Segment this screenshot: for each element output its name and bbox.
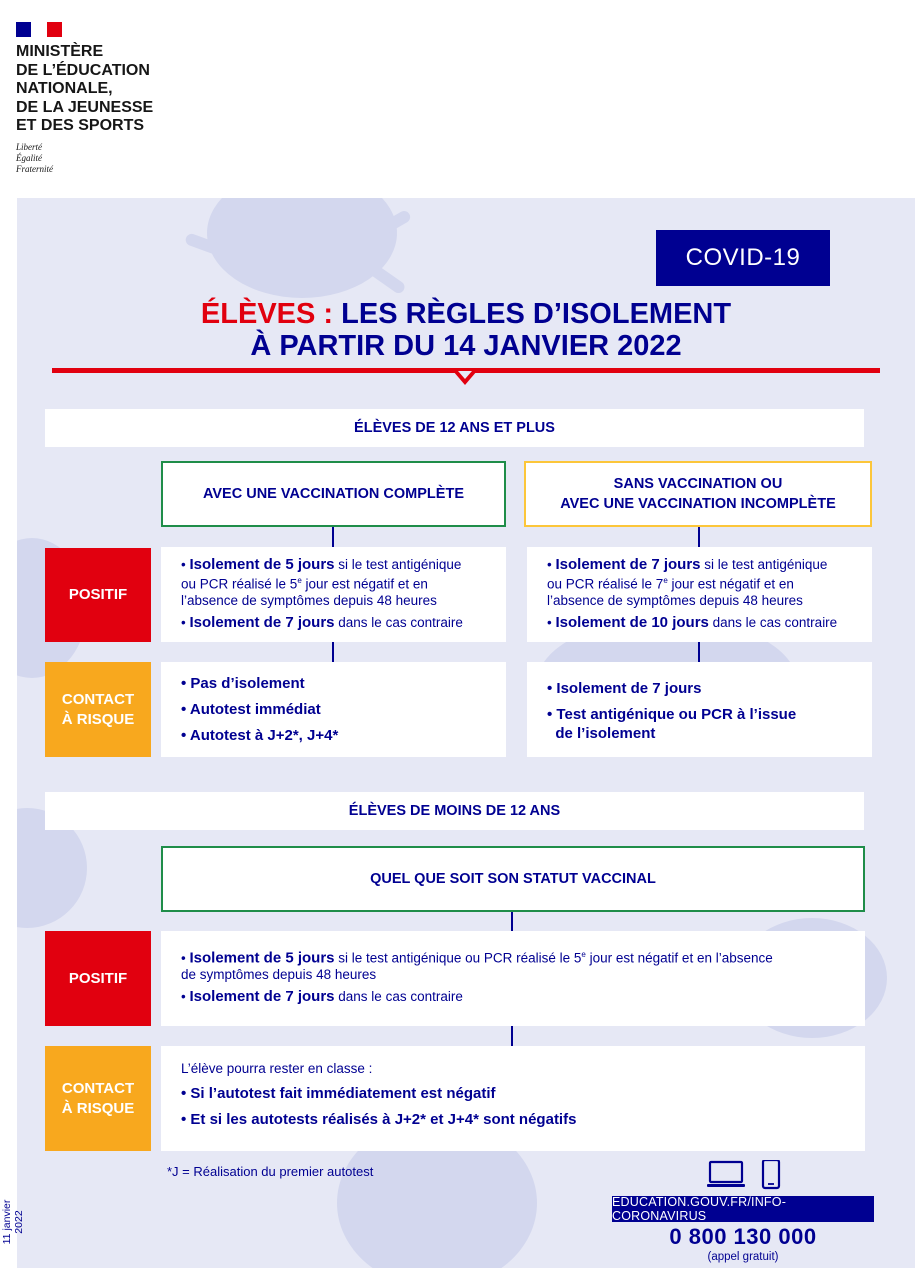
virus-spike-icon — [367, 263, 407, 296]
list-item: • Isolement de 5 jours si le test antigénique ou PCR réalisé le 5e jour est négatif et en l’absence de symptômes depuis 48 heures — [181, 949, 773, 982]
list-item: • Isolement de 7 jours — [547, 680, 702, 697]
devices-icon — [707, 1160, 787, 1190]
cell-contact-under-12 — [161, 1046, 865, 1151]
title-highlight: ÉLÈVES : — [200, 298, 334, 330]
info-url-link[interactable]: EDUCATION.GOUV.FR/INFO-CORONAVIRUS — [612, 1196, 874, 1222]
smartphone-icon — [763, 1160, 779, 1188]
status-any: QUEL QUE SOIT SON STATUT VACCINAL — [161, 846, 865, 912]
list-item: • Isolement de 10 jours dans le cas contraire — [547, 613, 838, 631]
marianne-flag-icon — [16, 22, 62, 37]
title-line1: LES RÈGLES D’ISOLEMENT — [333, 298, 732, 330]
list-item: • Isolement de 5 jours si le test antigénique ou PCR réalisé le 5e jour est négatif et en l’absence de symptômes depuis 48 heures — [181, 556, 462, 608]
list-item: • Test antigénique ou PCR à l’issue de l’isolement — [547, 706, 797, 742]
title-line2: À PARTIR DU 14 JANVIER 2022 — [250, 330, 682, 362]
phone-number: 0 800 130 000 — [669, 1224, 817, 1249]
covid-badge: COVID-19 — [656, 230, 830, 286]
label-contact: CONTACT À RISQUE — [45, 662, 151, 757]
list-item: • Isolement de 7 jours si le test antigénique ou PCR réalisé le 7e jour est négatif et en l’absence de symptômes depuis 48 heures — [547, 556, 828, 608]
status-unvaccinated: SANS VACCINATION OU AVEC UNE VACCINATION INCOMPLÈTE — [524, 461, 872, 527]
status-vaccinated: AVEC UNE VACCINATION COMPLÈTE — [161, 461, 506, 527]
publication-date: 11 janvier 2022 — [1, 1199, 25, 1245]
cell-contact-vaccinated — [161, 662, 506, 757]
poster-panel — [17, 198, 915, 1268]
list-item: • Isolement de 7 jours dans le cas contraire — [181, 987, 463, 1005]
ministry-name: MINISTÈRE DE L’ÉDUCATION NATIONALE, DE LA JEUNESSE ET DES SPORTS — [16, 43, 154, 134]
republic-motto: Liberté Égalité Fraternité — [16, 141, 53, 174]
phone-note: (appel gratuit) — [707, 1251, 779, 1263]
page-title — [17, 298, 915, 362]
list-item: • Autotest à J+2*, J+4* — [181, 727, 339, 744]
section-heading-12-plus: ÉLÈVES DE 12 ANS ET PLUS — [45, 409, 864, 447]
label-contact-under-12: CONTACT À RISQUE — [45, 1046, 151, 1151]
list-item: • Autotest immédiat — [181, 701, 321, 718]
footnote: *J = Réalisation du premier autotest — [167, 1164, 374, 1179]
contact-intro: L’élève pourra rester en classe : — [181, 1061, 373, 1076]
section-heading-under-12: ÉLÈVES DE MOINS DE 12 ANS — [45, 792, 864, 830]
cell-contact-unvaccinated — [527, 662, 872, 757]
label-positif-under-12: POSITIF — [45, 931, 151, 1026]
list-item: • Et si les autotests réalisés à J+2* et J+4* sont négatifs — [181, 1111, 577, 1128]
cell-positif-unvaccinated — [527, 547, 872, 642]
list-item: • Isolement de 7 jours dans le cas contraire — [181, 613, 463, 631]
list-item: • Si l’autotest fait immédiatement est négatif — [181, 1085, 496, 1102]
list-item: • Pas d’isolement — [181, 675, 305, 692]
laptop-icon — [707, 1162, 745, 1187]
cell-positif-vaccinated — [161, 547, 506, 642]
virus-decoration-icon — [207, 198, 397, 298]
ministry-logo — [16, 22, 216, 175]
cell-positif-under-12 — [161, 931, 865, 1026]
label-positif: POSITIF — [45, 548, 151, 642]
